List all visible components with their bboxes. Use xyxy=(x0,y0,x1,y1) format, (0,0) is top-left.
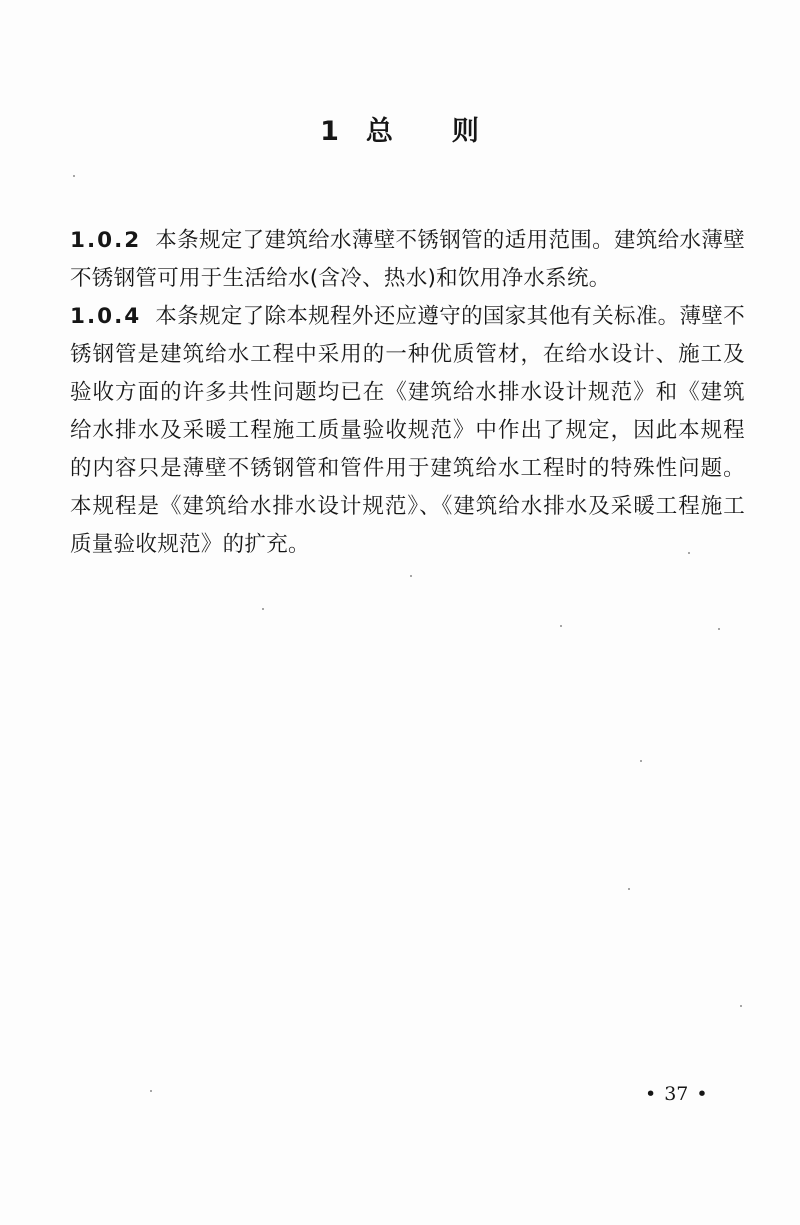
clause-paragraph xyxy=(70,222,745,298)
clause-text: 本条规定了除本规程外还应遵守的国家其他有关标准。薄壁不锈钢管是建筑给水工程中采用的一种优质管材，在给水设计、施工及验收方面的许多共性问题均已在《建筑给水排水设计规范》和《建筑给水排水及采暖工程施工质量验收规范》中作出了规定，因此本规程的内容只是薄壁不锈钢管和管件用于建筑给水工程时的特殊性问题。本规程是《建筑给水排水设计规范》、《建筑给水排水及采暖工程施工质量验收规范》的扩充。 xyxy=(70,304,745,557)
scan-speck xyxy=(688,552,690,554)
chapter-number: 1 xyxy=(320,116,340,147)
page-number-bullet-right: • xyxy=(696,1083,708,1105)
page-number xyxy=(645,1080,708,1108)
scan-speck xyxy=(740,1005,742,1007)
scan-speck xyxy=(640,760,642,762)
clause-paragraph xyxy=(70,298,745,564)
page-number-value: 37 xyxy=(664,1083,689,1105)
scan-speck xyxy=(628,888,630,890)
chapter-title-char-2: 则 xyxy=(451,116,480,147)
clause-list xyxy=(70,222,745,564)
clause-number: 1.0.4 xyxy=(70,304,142,329)
scan-speck xyxy=(262,608,264,610)
chapter-heading xyxy=(0,112,800,152)
scan-speck xyxy=(560,625,562,627)
scan-speck xyxy=(73,175,75,177)
clause-number: 1.0.2 xyxy=(70,228,142,253)
clause-text: 本条规定了建筑给水薄壁不锈钢管的适用范围。建筑给水薄壁不锈钢管可用于生活给水(含冷、热水)和饮用净水系统。 xyxy=(70,228,745,291)
scan-speck xyxy=(150,1090,152,1092)
page-number-bullet-left: • xyxy=(645,1083,657,1105)
scan-speck xyxy=(410,575,412,577)
scan-speck xyxy=(718,628,720,630)
chapter-title-char-1: 总 xyxy=(365,116,394,147)
